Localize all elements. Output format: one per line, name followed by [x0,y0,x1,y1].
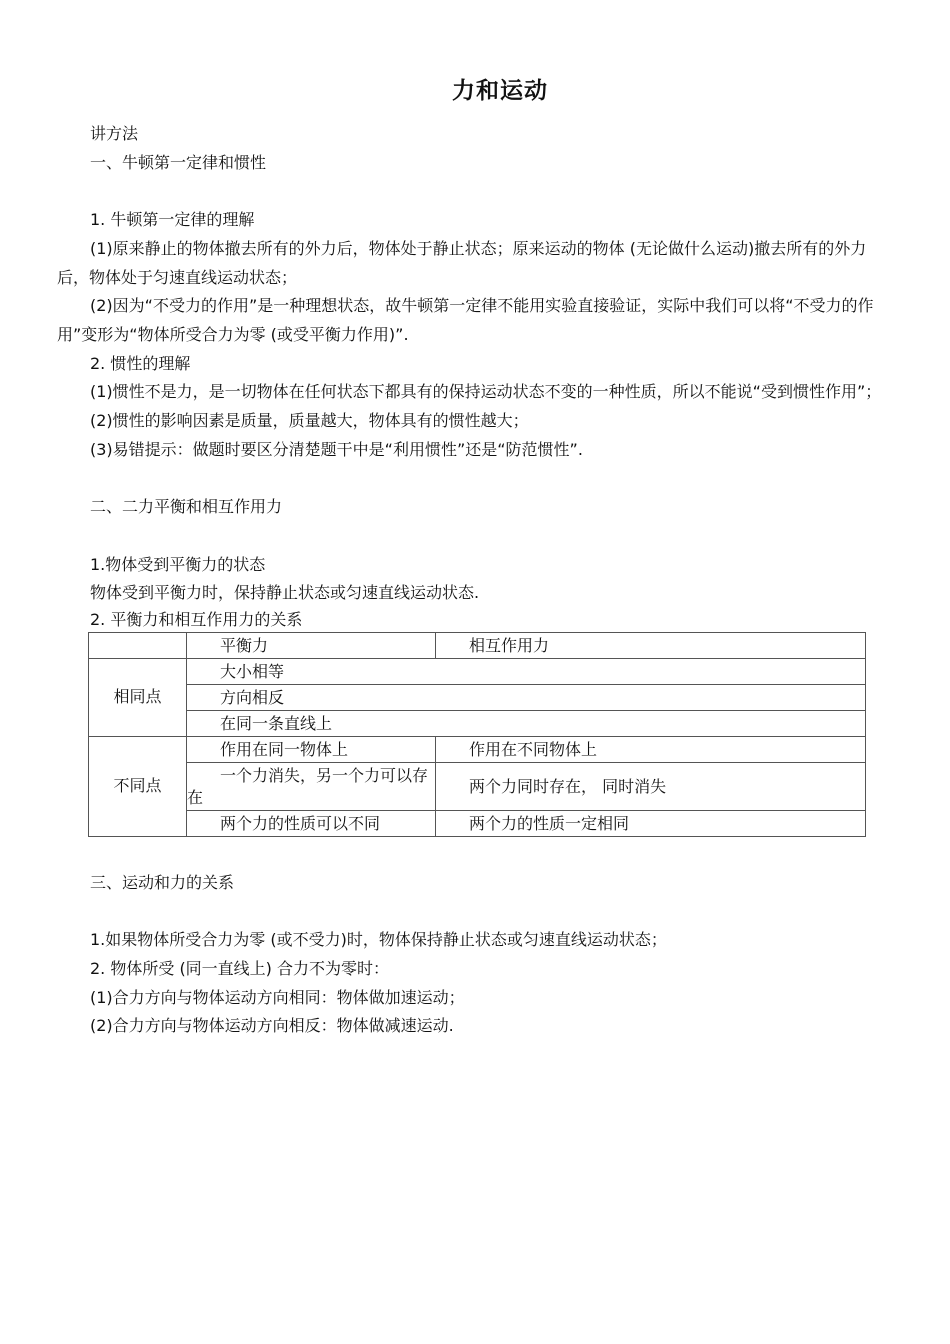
section3-para2: 2. 物体所受 (同一直线上) 合力不为零时： [90,959,390,978]
section2-heading: 二、二力平衡和相互作用力 [90,497,283,517]
document-body [57,120,885,1041]
spacer [57,522,885,551]
table-row [89,762,866,810]
table-row [89,684,866,710]
table-cell [187,658,866,684]
comparison-table [88,632,866,837]
spacer [57,898,885,927]
table-same-row-1: 大小相等 [220,661,285,681]
table-cell [187,736,436,762]
table-same-label [89,658,187,736]
table-diff-row-2-interaction: 两个力同时存在， 同时消失 [469,776,667,796]
table-same-row-2: 方向相反 [220,687,285,707]
table-row [89,810,866,836]
table-header-balanced-force-text: 平衡力 [220,635,269,655]
section3-heading: 三、运动和力的关系 [90,872,235,892]
table-cell [187,810,436,836]
spacer [57,177,885,206]
table-diff-row-3-balanced: 两个力的性质可以不同 [220,813,381,833]
table-row [89,710,866,736]
table-cell [187,710,866,736]
spacer [57,464,885,493]
table-diff-row-1-balanced: 作用在同一物体上 [220,739,349,759]
section1-sub2-para2: (2)惯性的影响因素是质量，质量越大，物体具有的惯性越大； [90,411,529,431]
table-cell [436,762,866,810]
section2-sub1-para1: 物体受到平衡力时，保持静止状态或匀速直线运动状态. [90,583,480,603]
section1-heading: 一、牛顿第一定律和惯性 [90,152,267,172]
table-header-interaction-force [436,632,866,658]
table-diff-row-2-balanced: 一个力消失，另一个力可以存在 [187,765,429,807]
table-header-balanced-force [187,632,436,658]
table-header-row [89,632,866,658]
section1-sub2-para3: (3)易错提示：做题时要区分清楚题干中是“利用惯性”还是“防范惯性”. [90,439,583,459]
table-header-blank [89,632,187,658]
section3-para1: 1.如果物体所受合力为零 (或不受力)时，物体保持静止状态或匀速直线运动状态； [90,930,667,950]
section1-sub2-title: 2. 惯性的理解 [90,353,191,373]
document-title: 力和运动 [452,78,548,104]
table-row [89,658,866,684]
section1-sub1-para2: (2)因为“不受力的作用”是一种理想状态，故牛顿第一定律不能用实验直接验证，实际中我们可以将“不受力的作用”变形为“物体所受合力为零 (或受平衡力作用)”. [57,296,874,344]
section1-sub1-para1: (1)原来静止的物体撤去所有的外力后，物体处于静止状态；原来运动的物体 (无论做什么运动)撤去所有的外力后，物体处于匀速直线运动状态； [57,238,867,287]
table-cell [187,684,866,710]
table-diff-label-text: 不同点 [113,776,162,796]
section2-sub2-title: 2. 平衡力和相互作用力的关系 [90,609,303,629]
section3-para3: (1)合力方向与物体运动方向相同：物体做加速运动； [90,987,465,1007]
table-diff-row-1-interaction: 作用在不同物体上 [469,739,598,759]
table-cell [436,810,866,836]
intro-label: 讲方法 [90,124,139,143]
section3-para4: (2)合力方向与物体运动方向相反：物体做减速运动. [90,1016,454,1036]
section1-sub2-para1: (1)惯性不是力，是一切物体在任何状态下都具有的保持运动状态不变的一种性质，所以不能说“受到惯性作用”； [90,382,882,402]
table-cell [187,762,436,810]
table-diff-label [89,736,187,836]
table-same-row-3: 在同一条直线上 [220,713,333,733]
table-diff-row-3-interaction: 两个力的性质一定相同 [469,813,630,833]
spacer [57,837,885,869]
table-header-interaction-force-text: 相互作用力 [469,635,550,655]
table-same-label-text: 相同点 [113,687,162,707]
table-row [89,736,866,762]
section1-sub1-title: 1. 牛顿第一定律的理解 [90,210,255,230]
section2-sub1-title: 1.物体受到平衡力的状态 [90,554,266,574]
table-cell [436,736,866,762]
